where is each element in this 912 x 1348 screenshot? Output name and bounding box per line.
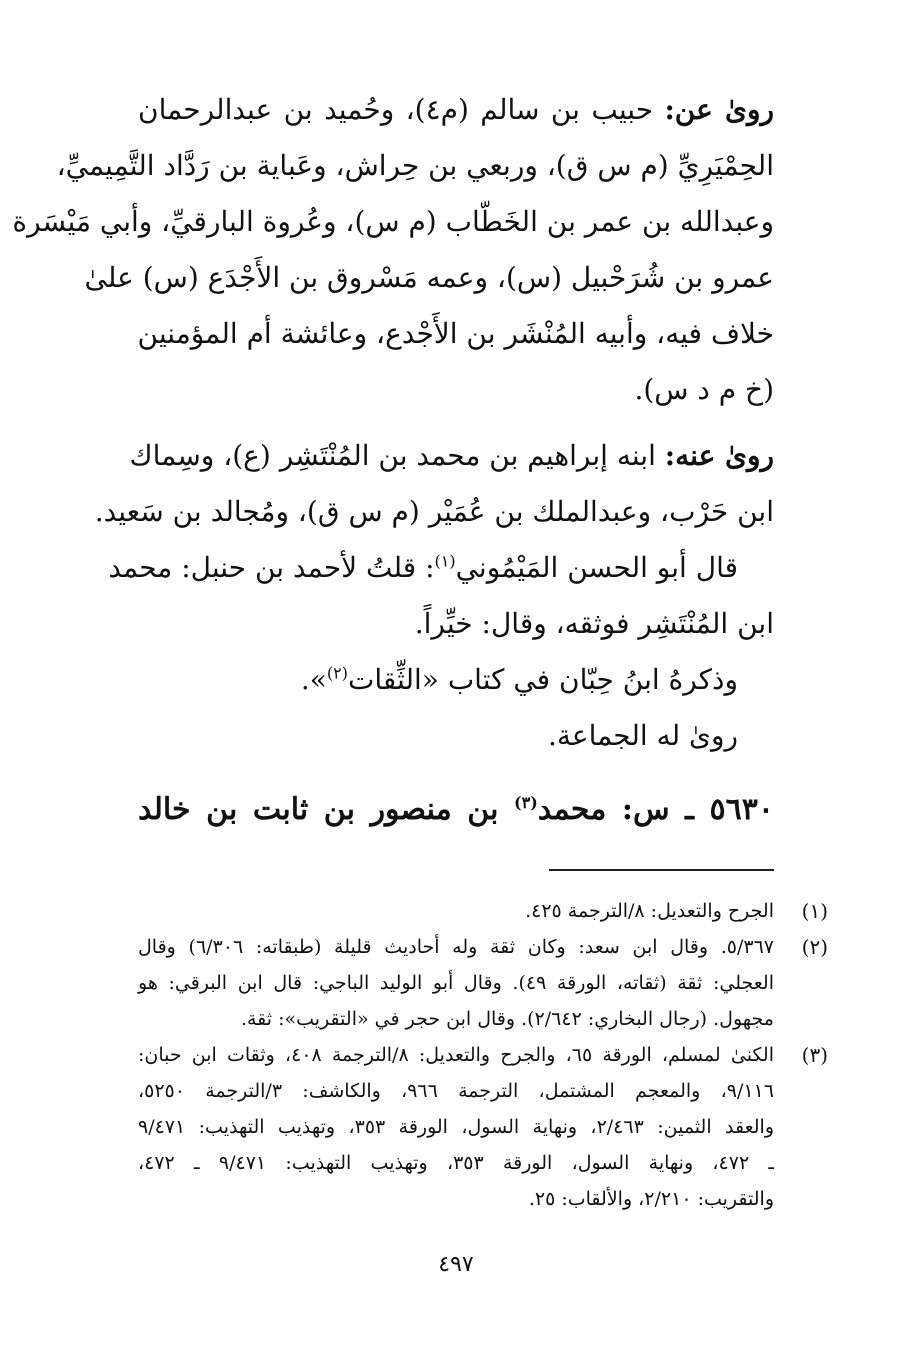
text-line: ابن حَرْب، وعبدالملك بن عُمَيْر (م س ق)، ومُجالد بن سَعيد. — [94, 495, 774, 528]
rawa-an-label: روىٰ عن: — [664, 93, 774, 126]
text-line — [138, 82, 774, 138]
rawa-anhu-label: روىٰ عنه: — [664, 439, 774, 472]
text-line — [108, 540, 774, 596]
text-line: وعبدالله بن عمر بن الخَطّاب (م س)، وعُروة البارقيِّ، وأبي مَيْسَرة — [12, 205, 774, 238]
text-line-content: قال أبو الحسن المَيْمُوني — [455, 551, 738, 584]
footnote-line: الجرح والتعديل: ٨/الترجمة ٤٢٥. — [525, 900, 774, 922]
footnote-line: ٩/١١٦، والمعجم المشتمل، الترجمة ٩٦٦، والكاشف: ٣/الترجمة ٥٢٥٠، — [138, 1080, 774, 1102]
text-line: الحِمْيَرِيِّ (م س ق)، وربعي بن حِراش، وعَباية بن رَدَّاد التَّمِيميِّ، — [56, 149, 774, 182]
footnote — [138, 929, 828, 1037]
footnote-number: (١) — [801, 899, 828, 923]
footnote-number: (٣) — [801, 1043, 828, 1067]
footnote-body — [138, 929, 774, 1037]
text-line: خلاف فيه، وأبيه المُنْشَر بن الأَجْدع، وعائشة أم المؤمنين — [137, 317, 774, 350]
text-line-content: وذكرهُ ابنُ حِبّان في كتاب «الثِّقات — [347, 663, 738, 696]
footnote-line: ـ ٤٧٢، ونهاية السول، الورقة ٣٥٣، وتهذيب التهذيب: ٩/٤٧١ ـ ٤٧٢، — [138, 1152, 774, 1174]
entry-heading — [138, 782, 774, 838]
footnote-line: والتقريب: ٢/٢١٠، والألقاب: ٢٥. — [528, 1188, 774, 1210]
text-line: ابن المُنْتَشِر فوثقه، وقال: خيِّراً. — [414, 607, 774, 640]
paragraph-gap — [138, 418, 774, 428]
footnote-marker: (١) — [434, 551, 456, 571]
footnote-marker: (٢) — [326, 663, 348, 683]
entry-heading-text: ٥٦٣٠ ـ س: محمد — [537, 792, 774, 827]
footnote-line: والعقد الثمين: ٢/٤٦٣، ونهاية السول، الورقة ٣٥٣، وتهذيب التهذيب: ٩/٤٧١ — [138, 1116, 774, 1138]
main-text — [12, 82, 774, 764]
text-line: (خ م د س). — [634, 373, 774, 406]
text-line-content: ». — [300, 663, 327, 696]
footnote-line: الكنىٰ لمسلم، الورقة ٦٥، والجرح والتعديل: ٨/الترجمة ٤٠٨، وثقات ابن حبان: — [138, 1044, 774, 1066]
text-line — [138, 652, 774, 708]
footnotes — [138, 893, 828, 1217]
footnote-separator — [549, 869, 774, 871]
footnote-number: (٢) — [801, 935, 828, 959]
footnote-line: العجلي: ثقة (ثقاته، الورقة ٤٩). وقال أبو الوليد الباجي: قال ابن البرقي: هو — [138, 972, 774, 994]
footnote — [138, 1037, 828, 1217]
entry-heading-text: بن منصور بن ثابت بن خالد — [138, 792, 515, 827]
footnote-line: ٥/٣٦٧. وقال ابن سعد: وكان ثقة وله أحاديث قليلة (طبقاته: ٦/٣٠٦) وقال — [138, 936, 774, 958]
text-line: عمرو بن شُرَحْبيل (س)، وعمه مَسْروق بن الأَجْدَع (س) علىٰ — [84, 261, 774, 294]
text-line — [129, 428, 774, 484]
footnote — [138, 893, 828, 929]
page-number: ٤٩٧ — [438, 1252, 474, 1277]
footnote-marker: (٣) — [514, 793, 538, 812]
footnote-line: مجهول. (رجال البخاري: ٢/٦٤٢). وقال ابن حجر في «التقريب»: ثقة. — [240, 1008, 774, 1030]
text-line-content: : قلتُ لأحمد بن حنبل: محمد — [108, 551, 435, 584]
footnote-body — [138, 1037, 774, 1217]
text-line: روىٰ له الجماعة. — [547, 719, 738, 752]
text-line-content: ابنه إبراهيم بن محمد بن المُنْتَشِر (ع)، وسِماك — [129, 439, 665, 472]
text-line-content: حبيب بن سالم (م٤)، وحُميد بن عبدالرحمان — [138, 93, 665, 126]
footnote-body — [138, 893, 774, 929]
